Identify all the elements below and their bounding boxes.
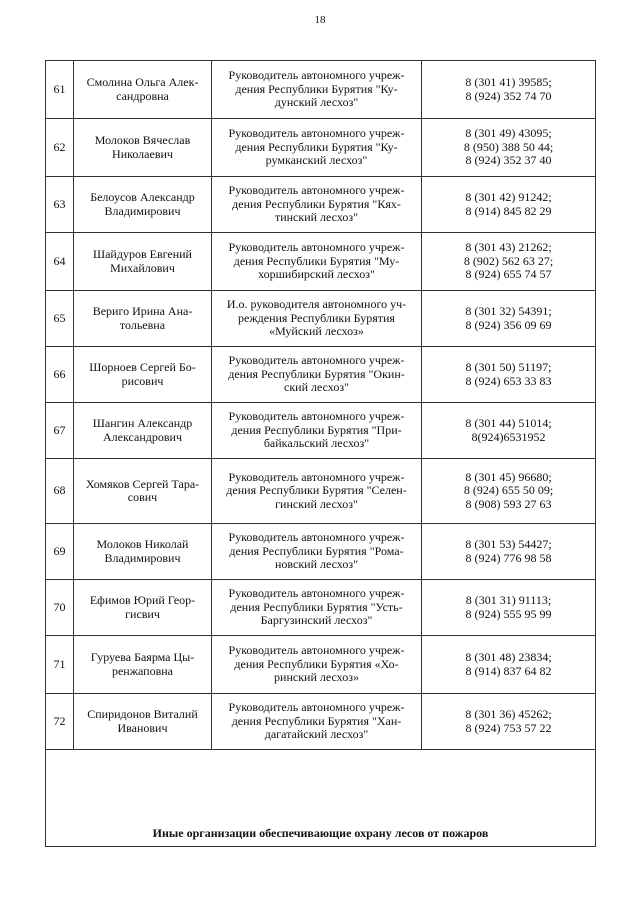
table-row	[46, 524, 596, 580]
position-title: Руководитель автономного учреж- дения Республики Бурятия "Селен- гинский лесхоз"	[212, 459, 422, 524]
table-row	[46, 403, 596, 459]
row-number: 64	[46, 233, 74, 291]
person-name: Смолина Ольга Алек- сандровна	[74, 61, 212, 119]
phone-numbers: 8 (301 41) 39585; 8 (924) 352 74 70	[422, 61, 596, 119]
person-name: Ефимов Юрий Геор- гисвич	[74, 580, 212, 636]
person-name: Белоусов Александр Владимирович	[74, 177, 212, 233]
phone-numbers: 8 (301 32) 54391; 8 (924) 356 09 69	[422, 291, 596, 347]
position-title: Руководитель автономного учреж- дения Республики Бурятия "Ку- румканский лесхоз"	[212, 119, 422, 177]
row-number: 70	[46, 580, 74, 636]
person-name: Спиридонов Виталий Иванович	[74, 694, 212, 750]
position-title: Руководитель автономного учреж- дения Республики Бурятия "Хан- дагатайский лесхоз"	[212, 694, 422, 750]
row-number: 61	[46, 61, 74, 119]
position-title: Руководитель автономного учреж- дения Республики Бурятия "При- байкальский лесхоз"	[212, 403, 422, 459]
phone-numbers: 8 (301 48) 23834; 8 (914) 837 64 82	[422, 636, 596, 694]
position-title: Руководитель автономного учреж- дения Республики Бурятия "Кях- тинский лесхоз"	[212, 177, 422, 233]
row-number: 72	[46, 694, 74, 750]
position-title: Руководитель автономного учреж- дения Республики Бурятия «Хо- ринский лесхоз»	[212, 636, 422, 694]
position-title: И.о. руководителя автономного уч- реждения Республики Бурятия «Муйский лесхоз»	[212, 291, 422, 347]
table-row	[46, 347, 596, 403]
person-name: Шангин Александр Александрович	[74, 403, 212, 459]
table-row	[46, 177, 596, 233]
table-row	[46, 61, 596, 119]
person-name: Вериго Ирина Ана- тольевна	[74, 291, 212, 347]
row-number: 63	[46, 177, 74, 233]
person-name: Шайдуров Евгений Михайлович	[74, 233, 212, 291]
row-number: 71	[46, 636, 74, 694]
row-number: 62	[46, 119, 74, 177]
phone-numbers: 8 (301 50) 51197; 8 (924) 653 33 83	[422, 347, 596, 403]
section-heading: Иные организации обеспечивающие охрану лесов от пожаров	[46, 750, 596, 847]
phone-numbers: 8 (301 44) 51014; 8(924)6531952	[422, 403, 596, 459]
position-title: Руководитель автономного учреж- дения Республики Бурятия "Ку- дунский лесхоз"	[212, 61, 422, 119]
phone-numbers: 8 (301 53) 54427; 8 (924) 776 98 58	[422, 524, 596, 580]
row-number: 67	[46, 403, 74, 459]
person-name: Хомяков Сергей Тара- сович	[74, 459, 212, 524]
person-name: Шорноев Сергей Бо- рисович	[74, 347, 212, 403]
phone-numbers: 8 (301 36) 45262; 8 (924) 753 57 22	[422, 694, 596, 750]
row-number: 69	[46, 524, 74, 580]
phone-numbers: 8 (301 49) 43095; 8 (950) 388 50 44; 8 (924) 352 37 40	[422, 119, 596, 177]
table-row	[46, 459, 596, 524]
page-number: 18	[314, 14, 326, 26]
person-name: Гуруева Баярма Цы- ренжаповна	[74, 636, 212, 694]
position-title: Руководитель автономного учреж- дения Республики Бурятия "Усть- Баргузинский лесхоз"	[212, 580, 422, 636]
row-number: 66	[46, 347, 74, 403]
table-row	[46, 580, 596, 636]
position-title: Руководитель автономного учреж- дения Республики Бурятия "Рома- новский лесхоз"	[212, 524, 422, 580]
phone-numbers: 8 (301 45) 96680; 8 (924) 655 50 09; 8 (908) 593 27 63	[422, 459, 596, 524]
person-name: Молоков Николай Владимирович	[74, 524, 212, 580]
position-title: Руководитель автономного учреж- дения Республики Бурятия "Окин- ский лесхоз"	[212, 347, 422, 403]
person-name: Молоков Вячеслав Николаевич	[74, 119, 212, 177]
row-number: 65	[46, 291, 74, 347]
row-number: 68	[46, 459, 74, 524]
table-row	[46, 694, 596, 750]
position-title: Руководитель автономного учреж- дения Республики Бурятия "Му- хоршибирский лесхоз"	[212, 233, 422, 291]
phone-numbers: 8 (301 42) 91242; 8 (914) 845 82 29	[422, 177, 596, 233]
contacts-table	[45, 60, 596, 847]
table-row	[46, 291, 596, 347]
phone-numbers: 8 (301 31) 91113; 8 (924) 555 95 99	[422, 580, 596, 636]
table-row	[46, 636, 596, 694]
table-row	[46, 119, 596, 177]
phone-numbers: 8 (301 43) 21262; 8 (902) 562 63 27; 8 (924) 655 74 57	[422, 233, 596, 291]
footer-row	[46, 750, 596, 847]
table-row	[46, 233, 596, 291]
